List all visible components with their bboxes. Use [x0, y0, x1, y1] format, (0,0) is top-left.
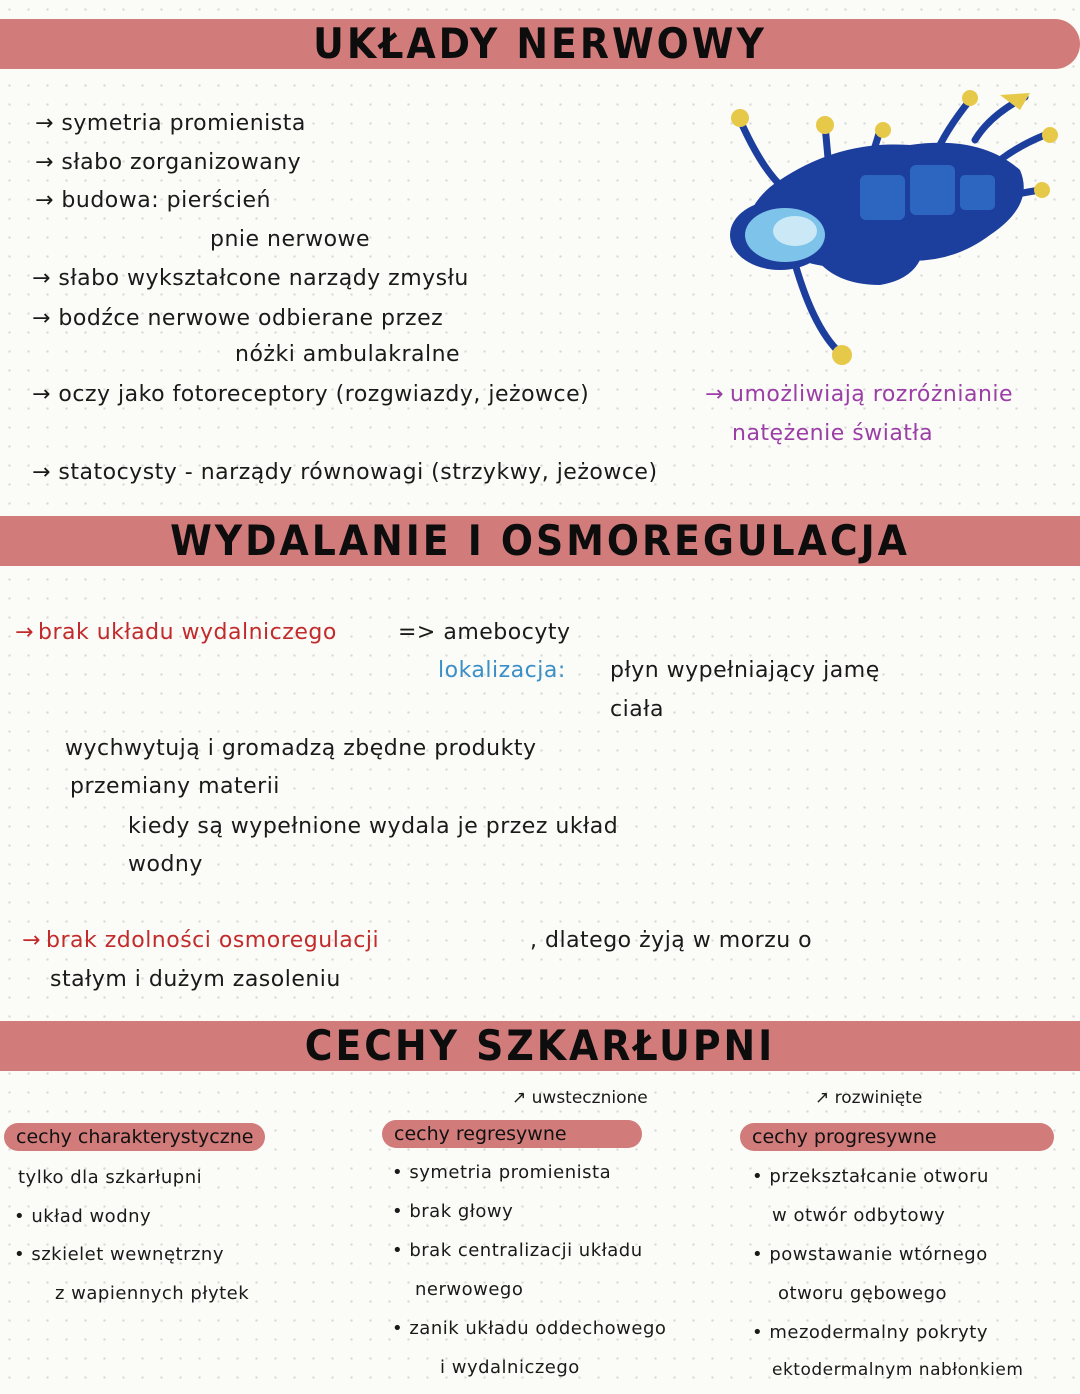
nervous-line-1: → symetria promienista — [35, 111, 306, 136]
excretion-line-2-blue: lokalizacja: — [438, 658, 566, 683]
c2-item-2: • brak głowy — [392, 1201, 514, 1222]
section-title-excretion: WYDALANIE I OSMOREGULACJA — [170, 516, 910, 565]
c2-note: ↗ uwstecznione — [512, 1088, 648, 1108]
excretion-line-5: przemiany materii — [70, 774, 280, 799]
c1-item-3: • szkielet wewnętrzny — [14, 1244, 224, 1265]
c3-item-1: • przekształcanie otworu — [752, 1166, 989, 1187]
c2-item-3: • brak centralizacji układu — [392, 1240, 643, 1261]
excretion-line-4: wychwytują i gromadzą zbędne produkty — [65, 736, 537, 761]
starfish-icon — [720, 85, 1075, 370]
excretion-line-8-arrow: → — [22, 928, 41, 953]
c2-item-1: • symetria promienista — [392, 1162, 612, 1183]
pill-progressive: cechy progresywne — [740, 1123, 1054, 1151]
c3-item-5: • mezodermalny pokryty — [752, 1322, 988, 1343]
c2-item-4: nerwowego — [415, 1279, 524, 1300]
excretion-line-7: wodny — [128, 852, 203, 877]
excretion-line-1-rest: => amebocyty — [398, 620, 571, 645]
c3-note: ↗ rozwinięte — [815, 1088, 923, 1108]
nervous-line-8-note: umożliwiają rozróżnianie — [730, 382, 1014, 407]
nervous-line-4: pnie nerwowe — [210, 227, 371, 252]
excretion-line-6: kiedy są wypełnione wydala je przez układ — [128, 814, 619, 839]
c1-item-1: tylko dla szkarłupni — [18, 1167, 203, 1188]
c1-item-2: • układ wodny — [14, 1206, 152, 1227]
nervous-line-2: → słabo zorganizowany — [35, 150, 302, 175]
c3-item-2: w otwór odbytowy — [772, 1205, 946, 1226]
excretion-line-3: ciała — [610, 697, 664, 722]
excretion-line-1-arrow: → — [15, 620, 34, 645]
section-title-features: CECHY SZKARŁUPNI — [304, 1021, 776, 1070]
c2-item-6: i wydalniczego — [440, 1357, 580, 1378]
nervous-line-9-note: natężenie światła — [732, 421, 934, 446]
excretion-line-9: stałym i dużym zasoleniu — [50, 967, 341, 992]
nervous-line-5: → słabo wykształcone narządy zmysłu — [32, 266, 469, 291]
c3-item-6: ektodermalnym nabłonkiem — [772, 1360, 1024, 1380]
excretion-line-2-rest: płyn wypełniający jamę — [610, 658, 880, 683]
nervous-line-3: → budowa: pierścień — [35, 188, 271, 213]
c1-item-4: z wapiennych płytek — [55, 1283, 250, 1304]
excretion-line-1-red: brak układu wydalniczego — [38, 620, 337, 645]
c3-item-4: otworu gębowego — [778, 1283, 948, 1304]
nervous-line-8: → oczy jako fotoreceptory (rozgwiazdy, jeżowce) — [32, 382, 590, 407]
section-title-nervous: UKŁADY NERWOWY — [313, 19, 767, 68]
nervous-line-8-note-arrow: → — [705, 382, 724, 407]
pill-characteristic: cechy charakterystyczne — [4, 1123, 265, 1151]
c2-item-5: • zanik układu oddechowego — [392, 1318, 667, 1339]
pill-regressive: cechy regresywne — [382, 1120, 642, 1148]
c3-item-3: • powstawanie wtórnego — [752, 1244, 988, 1265]
nervous-line-6: → bodźce nerwowe odbierane przez — [32, 306, 444, 331]
excretion-line-8-rest: , dlatego żyją w morzu o — [530, 928, 813, 953]
nervous-line-7: nóżki ambulakralne — [235, 342, 461, 367]
nervous-line-10: → statocysty - narządy równowagi (strzykwy, jeżowce) — [32, 460, 658, 485]
excretion-line-8-red: brak zdolności osmoregulacji — [46, 928, 380, 953]
